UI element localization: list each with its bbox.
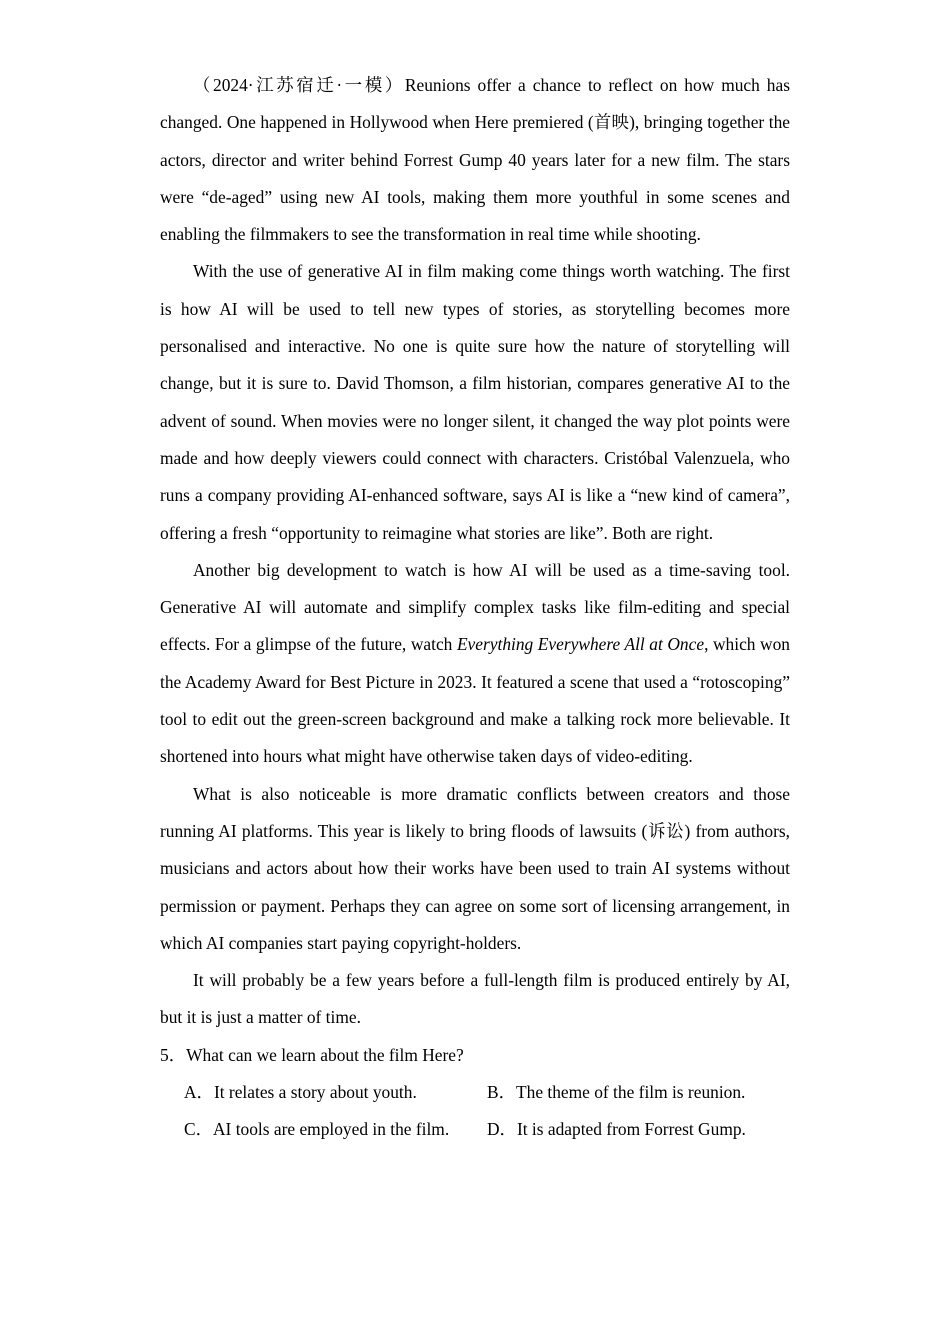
option-c-letter: C．: [184, 1119, 213, 1140]
paragraph-1-text: Reunions offer a chance to reflect on how much has changed. One happened in Hollywood when Here premiered (首映), bringing together the actors, director and writer behind Forrest Gump 40 years later for a new film. The stars were “de-aged” using new AI tools, making them more youthful in some scenes and enabling the filmmakers to see the transformation in real time while shooting.: [160, 75, 790, 245]
paragraph-5: It will probably be a few years before a full-length film is produced entirely by AI, but it is just a matter of time.: [160, 970, 790, 1028]
option-a-text: It relates a story about youth.: [213, 1082, 417, 1103]
option-a[interactable]: [184, 1074, 487, 1111]
option-b[interactable]: [487, 1074, 790, 1111]
question-text: What can we learn about the film Here?: [186, 1044, 464, 1065]
paragraph-3-text-after: , which won the Academy Award for Best Picture in 2023. It featured a scene that used a “rotoscoping” tool to edit out the green-screen background and make a talking rock more believable. It shortened into hours what might have otherwise taken days of video-editing.: [160, 634, 790, 767]
question-number: 5．: [160, 1044, 187, 1065]
option-a-letter: A．: [184, 1082, 214, 1103]
paragraph-2: With the use of generative AI in film making come things worth watching. The first is how AI will be used to tell new types of stories, as storytelling becomes more personalised and interactive. No one is quite sure how the nature of storytelling will change, but it is sure to. David Thomson, a film historian, compares generative AI to the advent of sound. When movies were no longer silent, it changed the way plot points were made and how deeply viewers could connect with characters. Cristóbal Valenzuela, who runs a company providing AI-enhanced software, says AI is like a “new kind of camera”, offering a fresh “opportunity to reimagine what stories are like”. Both are right.: [160, 261, 790, 543]
option-b-letter: B．: [487, 1082, 516, 1103]
option-d[interactable]: [487, 1111, 790, 1148]
answer-options: [160, 1074, 790, 1149]
option-c-text: AI tools are employed in the film.: [213, 1119, 450, 1140]
question-stem: [160, 1037, 790, 1074]
options-row-1: [184, 1074, 790, 1111]
paragraph-3: [160, 552, 790, 776]
source-label: （2024·江苏宿迁·一模）: [193, 75, 405, 95]
option-c[interactable]: [184, 1111, 487, 1148]
film-title-italic: Everything Everywhere All at Once: [456, 634, 705, 655]
options-row-2: [184, 1111, 790, 1148]
paragraph-1: [160, 67, 790, 253]
paragraph-3-text-before: Another big development to watch is how AI will be used as a time-saving tool. Generative AI will automate and simplify complex tasks like film-editing and special effects. For a glimpse of the future, watch: [160, 559, 790, 655]
document-page: [160, 67, 790, 1149]
option-b-text: The theme of the film is reunion.: [516, 1082, 746, 1103]
option-d-text: It is adapted from Forrest Gump.: [516, 1119, 746, 1140]
option-d-letter: D．: [487, 1119, 517, 1140]
paragraph-4: What is also noticeable is more dramatic conflicts between creators and those running AI platforms. This year is likely to bring floods of lawsuits (诉讼) from authors, musicians and actors about how their works have been used to train AI systems without permission or payment. Perhaps they can agree on some sort of licensing arrangement, in which AI companies start paying copyright-holders.: [160, 783, 790, 953]
